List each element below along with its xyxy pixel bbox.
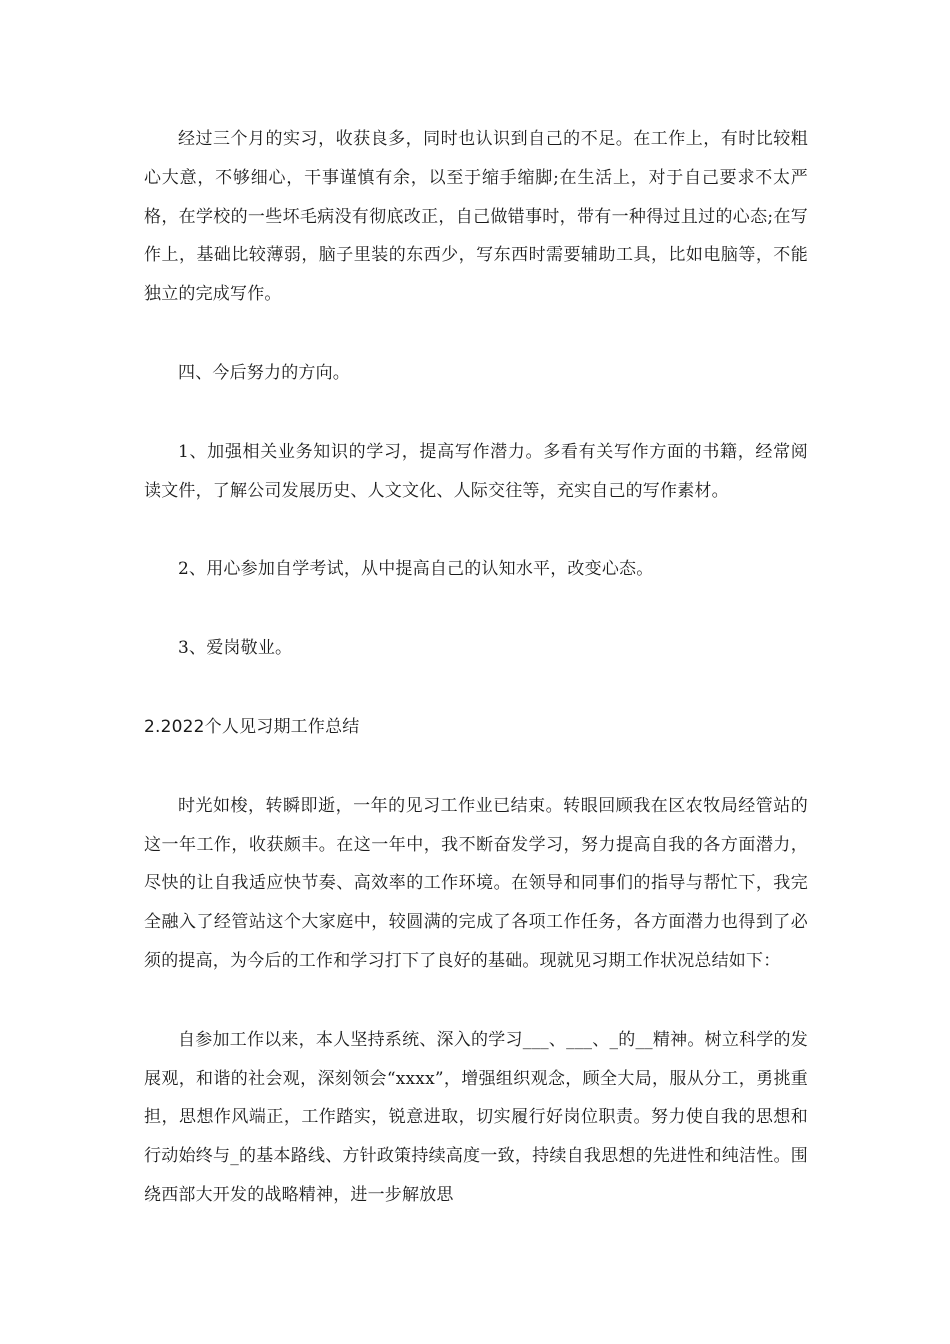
paragraph-future-direction-heading: 四、今后努力的方向。	[178, 362, 350, 383]
section-heading: 2.2022个人见习期工作总结	[144, 716, 360, 737]
paragraph-internship-reflection: 经过三个月的实习，收获良多，同时也认识到自己的不足。在工作上，有时比较粗心大意，不够细心，干事谨慎有余，以至于缩手缩脚;在生活上，对于自己要求不太严格，在学校的一些坏毛病没有彻底改正，自己做错事时，带有一种得过且过的心态;在写作上，基础比较薄弱，脑子里装的东西少，写东西时需要辅助工具，比如电脑等，不能独立的完成写作。	[144, 129, 808, 305]
paragraph-item-3: 3、爱岗敬业。	[178, 638, 293, 659]
paragraph-item-2: 2、用心参加自学考试，从中提高自己的认知水平，改变心态。	[178, 559, 654, 580]
paragraph-work-attitude: 自参加工作以来，本人坚持系统、深入的学习___、___、_的__精神。树立科学的发展观，和谐的社会观，深刻领会“xxxx”，增强组织观念，顾全大局，服从分工，勇挑重担，思想作风端正，工作踏实，锐意进取，切实履行好岗位职责。努力使自我的思想和行动始终与_的基本路线、方针政策持续高度一致，持续自我思想的先进性和纯洁性。围绕西部大开发的战略精神，进一步解放思	[144, 1029, 808, 1205]
document-body	[144, 120, 808, 1255]
paragraph-item-1: 1、加强相关业务知识的学习，提高写作潜力。多看有关写作方面的书籍，经常阅读文件，了解公司发展历史、人文文化、人际交往等，充实自己的写作素材。	[144, 441, 808, 501]
paragraph-year-review: 时光如梭，转瞬即逝，一年的见习工作业已结束。转眼回顾我在区农牧局经管站的这一年工作，收获颇丰。在这一年中，我不断奋发学习，努力提高自我的各方面潜力，尽快的让自我适应快节奏、高效率的工作环境。在领导和同事们的指导与帮忙下，我完全融入了经管站这个大家庭中，较圆满的完成了各项工作任务，各方面潜力也得到了必须的提高，为今后的工作和学习打下了良好的基础。现就见习期工作状况总结如下：	[144, 795, 808, 971]
